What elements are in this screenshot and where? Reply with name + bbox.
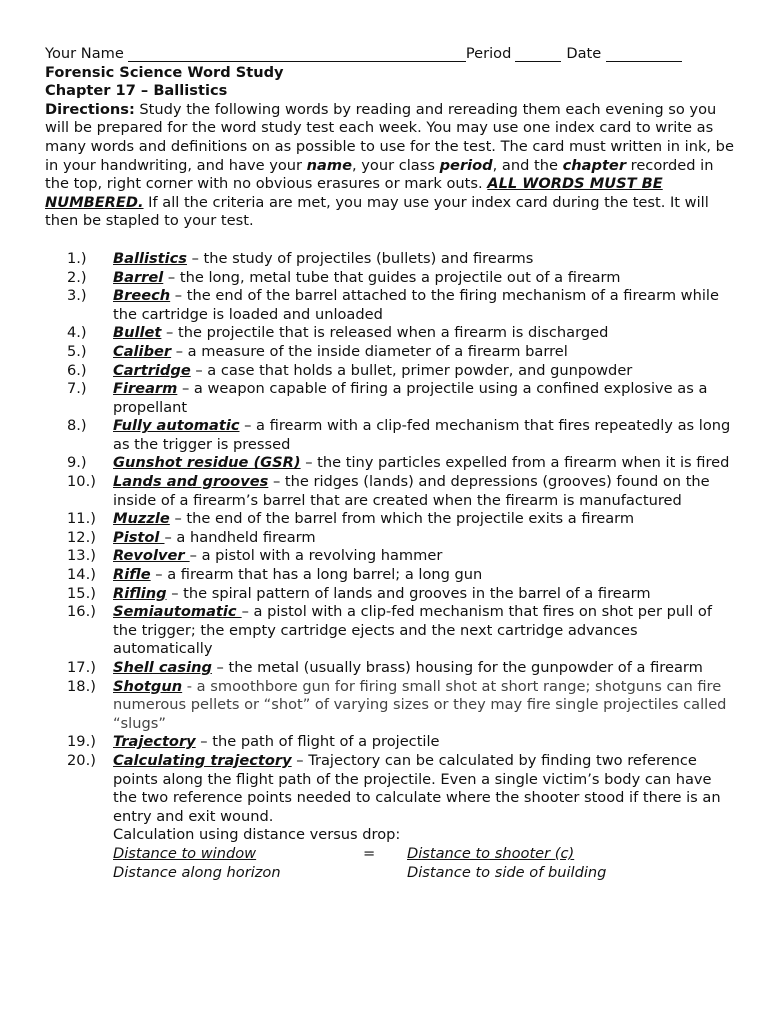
worksheet-title: Forensic Science Word Study	[45, 63, 284, 81]
term-body	[113, 752, 735, 826]
term-definition: – a pistol with a revolving hammer	[189, 547, 443, 565]
directions-period-word: period	[439, 156, 493, 174]
term-item	[45, 585, 735, 604]
directions-text: If all the criteria are met, you may use your index card during the test. It will then be stapled to your test.	[45, 193, 709, 230]
term-word: Rifle	[113, 566, 151, 584]
term-body	[113, 269, 735, 288]
period-label: Period	[465, 45, 512, 62]
term-word: Semiautomatic	[113, 603, 242, 621]
term-word: Ballistics	[113, 249, 187, 267]
directions-name-word: name	[306, 156, 352, 174]
distance-to-window: Distance to window	[113, 844, 257, 862]
term-item	[45, 566, 735, 585]
directions-paragraph	[45, 101, 735, 231]
distance-to-side-of-building: Distance to side of building	[407, 863, 607, 881]
term-word: Barrel	[113, 268, 164, 286]
term-word: Shell casing	[113, 659, 212, 676]
term-definition: – the end of the barrel attached to the firing mechanism of a firearm while the cartridge is loaded and unloaded	[113, 287, 719, 323]
term-body	[113, 659, 735, 678]
term-definition: – the ridges (lands) and depressions (grooves) found on the inside of a firearm’s barrel that are created when the firearm is manufactured	[113, 473, 710, 509]
term-number: 16.)	[67, 603, 96, 621]
term-item	[45, 454, 735, 473]
term-definition: – a handheld firearm	[164, 528, 316, 546]
term-word: Pistol	[113, 528, 165, 546]
term-word: Firearm	[113, 380, 178, 398]
term-definition: – the spiral pattern of lands and grooves in the barrel of a firearm	[166, 584, 651, 602]
term-number: 10.)	[67, 473, 96, 491]
equals-spacer	[363, 864, 407, 883]
directions-text: Study the following words by reading and rereading them each evening so you will be prepared for the word study test each week. You may use one index card to write as many words and definitions on as possible to use for the test. The card must written in ink, be in your handwriting, and have your	[45, 100, 734, 174]
term-item	[45, 529, 735, 548]
date-blank	[606, 47, 682, 62]
worksheet-page	[45, 45, 735, 882]
term-number: 15.)	[67, 584, 96, 602]
term-body	[113, 510, 735, 529]
term-item	[45, 362, 735, 381]
distance-along-horizon: Distance along horizon	[113, 863, 281, 881]
term-item	[45, 269, 735, 288]
name-label: Your Name	[45, 45, 124, 62]
name-blank	[128, 47, 466, 62]
term-word: Lands and grooves	[113, 473, 269, 491]
term-item	[45, 603, 735, 659]
term-definition: – the study of projectiles (bullets) and firearms	[186, 249, 534, 267]
term-body	[113, 585, 735, 604]
term-definition: – the projectile that is released when a firearm is discharged	[161, 324, 609, 342]
term-definition: – a measure of the inside diameter of a firearm barrel	[171, 342, 568, 360]
term-word: Shotgun	[113, 677, 183, 695]
term-word: Trajectory	[113, 733, 196, 751]
term-body	[113, 324, 735, 343]
term-number: 3.)	[67, 287, 87, 305]
term-item	[45, 380, 735, 417]
term-word: Rifling	[113, 584, 167, 602]
term-number: 18.)	[67, 677, 96, 695]
term-word: Breech	[113, 287, 171, 305]
term-item	[45, 473, 735, 510]
term-definition: – a firearm with a clip-fed mechanism that fires repeatedly as long as the trigger is pressed	[113, 417, 731, 453]
term-item	[45, 752, 735, 826]
directions-text: recorded in the top, right corner with no obvious erasures or mark outs.	[45, 156, 714, 193]
term-definition: – the end of the barrel from which the projectile exits a firearm	[169, 510, 635, 528]
term-number: 11.)	[67, 510, 96, 528]
calculation-denominator-row	[113, 864, 735, 883]
term-number: 19.)	[67, 733, 96, 751]
term-definition: – a case that holds a bullet, primer powder, and gunpowder	[190, 361, 633, 379]
term-definition: – the long, metal tube that guides a projectile out of a firearm	[163, 268, 621, 286]
term-definition: – the tiny particles expelled from a firearm when it is fired	[300, 454, 730, 472]
term-definition: – a pistol with a clip-fed mechanism that fires on shot per pull of the trigger; the empty cartridge ejects and the next cartridge advances automatically	[113, 603, 712, 658]
term-item	[45, 250, 735, 269]
term-definition: - a smoothbore gun for firing small shot at short range; shotguns can fire numerous pellets or “shot” of varying sizes or they may fire single projectiles called “slugs”	[113, 677, 727, 732]
term-number: 2.)	[67, 268, 87, 286]
period-blank	[515, 47, 561, 62]
term-number: 8.)	[67, 417, 87, 435]
term-item	[45, 678, 735, 734]
term-word: Cartridge	[113, 361, 191, 379]
term-number: 1.)	[67, 249, 87, 267]
term-number: 13.)	[67, 547, 96, 565]
calculation-intro: Calculation using distance versus drop:	[113, 826, 401, 844]
term-body	[113, 250, 735, 269]
term-definition: – the path of flight of a projectile	[195, 733, 440, 751]
term-item	[45, 510, 735, 529]
term-word: Calculating trajectory	[113, 751, 292, 769]
term-body	[113, 380, 735, 417]
term-item	[45, 733, 735, 752]
term-definition: – Trajectory can be calculated by finding two reference points along the flight path of the projectile. Even a single victim’s body can have the two reference points needed to calculate where the shooter stood if there is an entry and exit wound.	[113, 751, 721, 825]
directions-label: Directions:	[45, 100, 135, 118]
distance-to-shooter: Distance to shooter (c)	[407, 844, 575, 862]
term-item	[45, 324, 735, 343]
term-item	[45, 547, 735, 566]
term-item	[45, 417, 735, 454]
date-label: Date	[566, 45, 602, 62]
trajectory-calculation	[45, 826, 735, 882]
term-word: Bullet	[113, 324, 162, 342]
term-definition: – the metal (usually brass) housing for the gunpowder of a firearm	[211, 659, 703, 676]
directions-text: , your class	[352, 156, 440, 174]
directions-chapter-word: chapter	[562, 156, 627, 174]
term-word: Caliber	[113, 342, 172, 360]
term-number: 17.)	[67, 659, 96, 676]
term-body	[113, 454, 735, 473]
term-body	[113, 362, 735, 381]
terms-list	[45, 250, 735, 826]
term-number: 5.)	[67, 342, 87, 360]
term-number: 6.)	[67, 361, 87, 379]
term-body	[113, 287, 735, 324]
term-number: 9.)	[67, 454, 87, 472]
term-number: 20.)	[67, 751, 96, 769]
term-word: Muzzle	[113, 510, 170, 528]
term-body	[113, 603, 735, 659]
term-body	[113, 417, 735, 454]
term-definition: – a firearm that has a long barrel; a long gun	[150, 566, 483, 584]
chapter-title: Chapter 17 – Ballistics	[45, 82, 228, 100]
term-body	[113, 678, 735, 734]
term-body	[113, 566, 735, 585]
term-word: Fully automatic	[113, 417, 240, 435]
term-item	[45, 343, 735, 362]
term-item	[45, 287, 735, 324]
term-body	[113, 343, 735, 362]
name-period-date-line	[45, 45, 735, 64]
equals-sign: =	[363, 844, 376, 862]
term-word: Revolver	[113, 547, 190, 565]
term-number: 4.)	[67, 324, 87, 342]
term-body	[113, 529, 735, 548]
directions-text: , and the	[492, 156, 563, 174]
directions-numbered-rule: ALL WORDS MUST BE NUMBERED.	[45, 175, 663, 211]
term-body	[113, 473, 735, 510]
term-body	[113, 547, 735, 566]
term-body	[113, 733, 735, 752]
calculation-numerator-row	[113, 845, 735, 864]
term-item	[45, 659, 735, 678]
term-definition: – a weapon capable of firing a projectile using a confined explosive as a propellant	[113, 380, 708, 416]
term-number: 12.)	[67, 528, 96, 546]
term-number: 14.)	[67, 566, 96, 584]
term-word: Gunshot residue (GSR)	[113, 454, 301, 472]
term-number: 7.)	[67, 380, 87, 398]
